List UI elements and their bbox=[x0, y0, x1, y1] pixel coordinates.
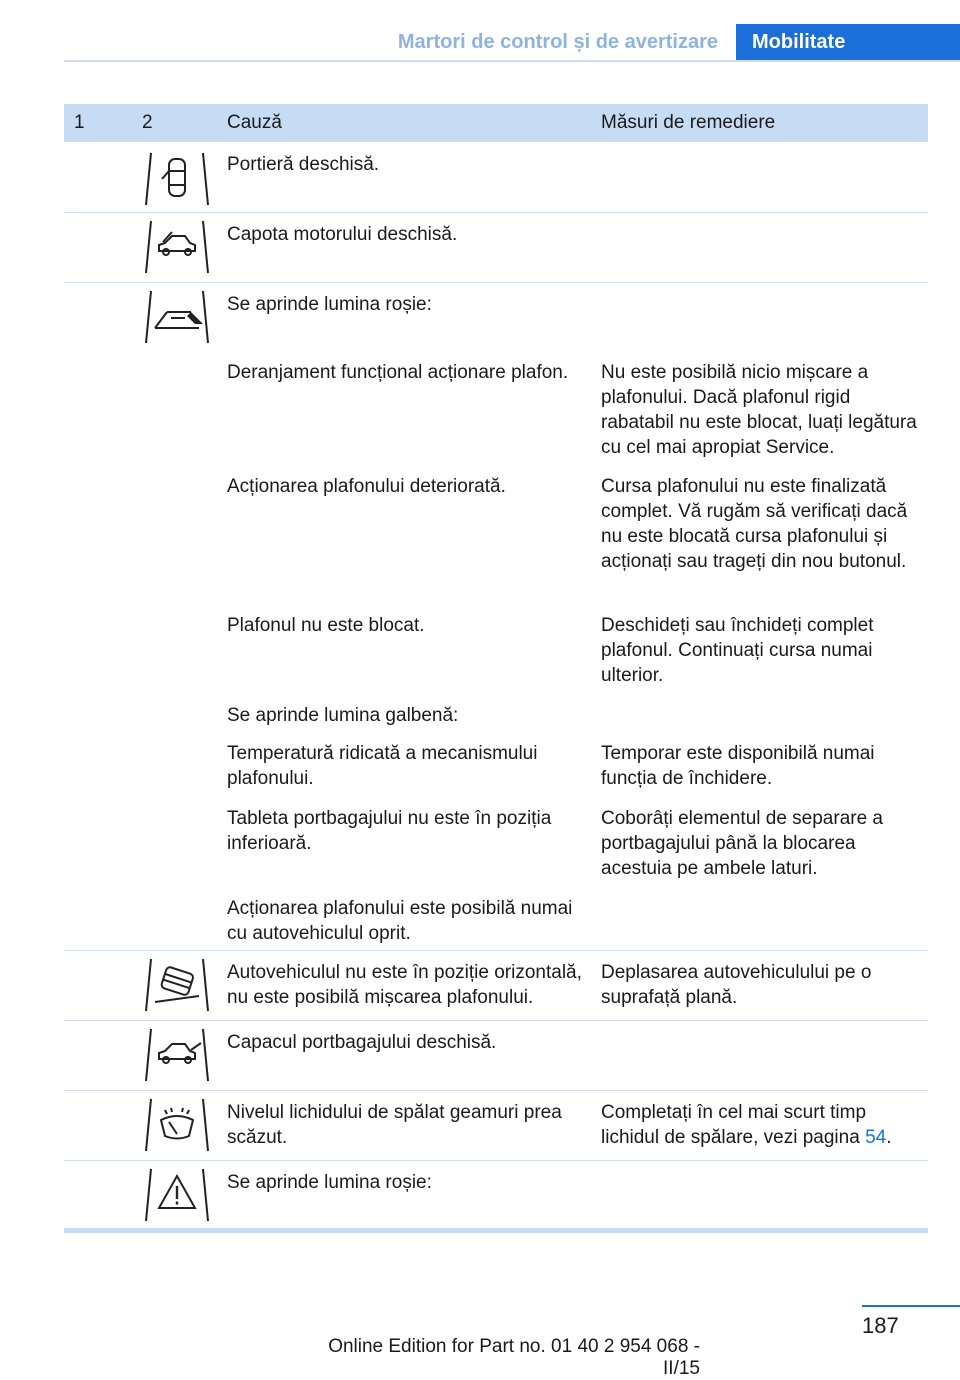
remedy-text: Deschideți sau închideți complet plafonul. Continuați cursa numai ulterior. bbox=[601, 615, 874, 686]
column-header-remedy: Măsuri de remediere bbox=[601, 112, 776, 133]
cause-text: Plafonul nu este blocat. bbox=[227, 615, 425, 636]
cause-text: Temperatură ridicată a mecanismului plafonului. bbox=[227, 743, 538, 789]
cause-text: Deranjament funcțional acționare plafon. bbox=[227, 362, 569, 383]
remedy-text: Completați în cel mai scurt timp lichidul de spălare, vezi pagina 54. bbox=[601, 1102, 892, 1148]
hood-open-icon bbox=[141, 218, 213, 276]
cause-text: Acționarea plafonului este posibilă numai cu autovehiculul oprit. bbox=[227, 898, 573, 944]
remedy-text: Deplasarea autovehiculului pe o suprafață plană. bbox=[601, 962, 872, 1008]
running-header-chapter: Mobilitate bbox=[736, 24, 960, 60]
running-header-section: Martori de control și de avertizare bbox=[397, 31, 718, 53]
warning-triangle-icon bbox=[141, 1166, 213, 1224]
roof-icon bbox=[141, 288, 213, 346]
remedy-text: Cursa plafonului nu este finalizată complet. Vă rugăm să verificați dacă nu este blocată cursa plafonului și acționați sau trageți din nou butonul. bbox=[601, 476, 908, 572]
door-open-icon bbox=[141, 150, 213, 208]
header-divider bbox=[64, 60, 960, 62]
table-header bbox=[64, 104, 928, 142]
row-divider bbox=[64, 282, 928, 283]
cause-text: Capota motorului deschisă. bbox=[227, 224, 458, 245]
cause-text: Acționarea plafonului deteriorată. bbox=[227, 476, 506, 497]
vehicle-tilted-icon bbox=[141, 956, 213, 1014]
remedy-text: Nu este posibilă nicio mișcare a plafonului. Dacă plafonul rigid rabatabil nu este blocat, luați legătura cu cel mai apropiat Service. bbox=[601, 362, 917, 458]
remedy-text: Temporar este disponibilă numai funcția de închidere. bbox=[601, 743, 875, 789]
row-divider bbox=[64, 1160, 928, 1161]
remedy-text: Coborâți elementul de separare a portbagajului până la blocarea acestuia pe ambele laturi. bbox=[601, 808, 884, 879]
cause-text: Tableta portbagajului nu este în poziția inferioară. bbox=[227, 808, 552, 854]
cause-text: Se aprinde lumina roșie: bbox=[227, 294, 432, 315]
cause-text: Se aprinde lumina galbenă: bbox=[227, 705, 459, 726]
page-link-54[interactable]: 54 bbox=[865, 1127, 887, 1148]
cause-text: Nivelul lichidului de spălat geamuri prea scăzut. bbox=[227, 1102, 562, 1148]
column-header-1: 1 bbox=[74, 112, 85, 133]
row-divider bbox=[64, 950, 928, 951]
trunk-open-icon bbox=[141, 1026, 213, 1084]
row-divider bbox=[64, 212, 928, 213]
cause-text: Capacul portbagajului deschisă. bbox=[227, 1032, 497, 1053]
cause-text: Portieră deschisă. bbox=[227, 154, 380, 175]
row-divider bbox=[64, 1090, 928, 1091]
edition-note: Online Edition for Part no. 01 40 2 954 068 - II/15 bbox=[328, 1336, 700, 1379]
column-header-2: 2 bbox=[142, 112, 153, 133]
cause-text: Se aprinde lumina roșie: bbox=[227, 1172, 432, 1193]
table-bottom-border bbox=[64, 1228, 928, 1233]
footer-divider bbox=[862, 1305, 960, 1307]
page-number: 187 bbox=[862, 1313, 899, 1338]
row-divider bbox=[64, 1020, 928, 1021]
cause-text: Autovehiculul nu este în poziție orizontală, nu este posibilă mișcarea plafonului. bbox=[227, 962, 582, 1008]
column-header-cause: Cauză bbox=[227, 112, 282, 133]
washer-fluid-icon bbox=[141, 1096, 213, 1154]
